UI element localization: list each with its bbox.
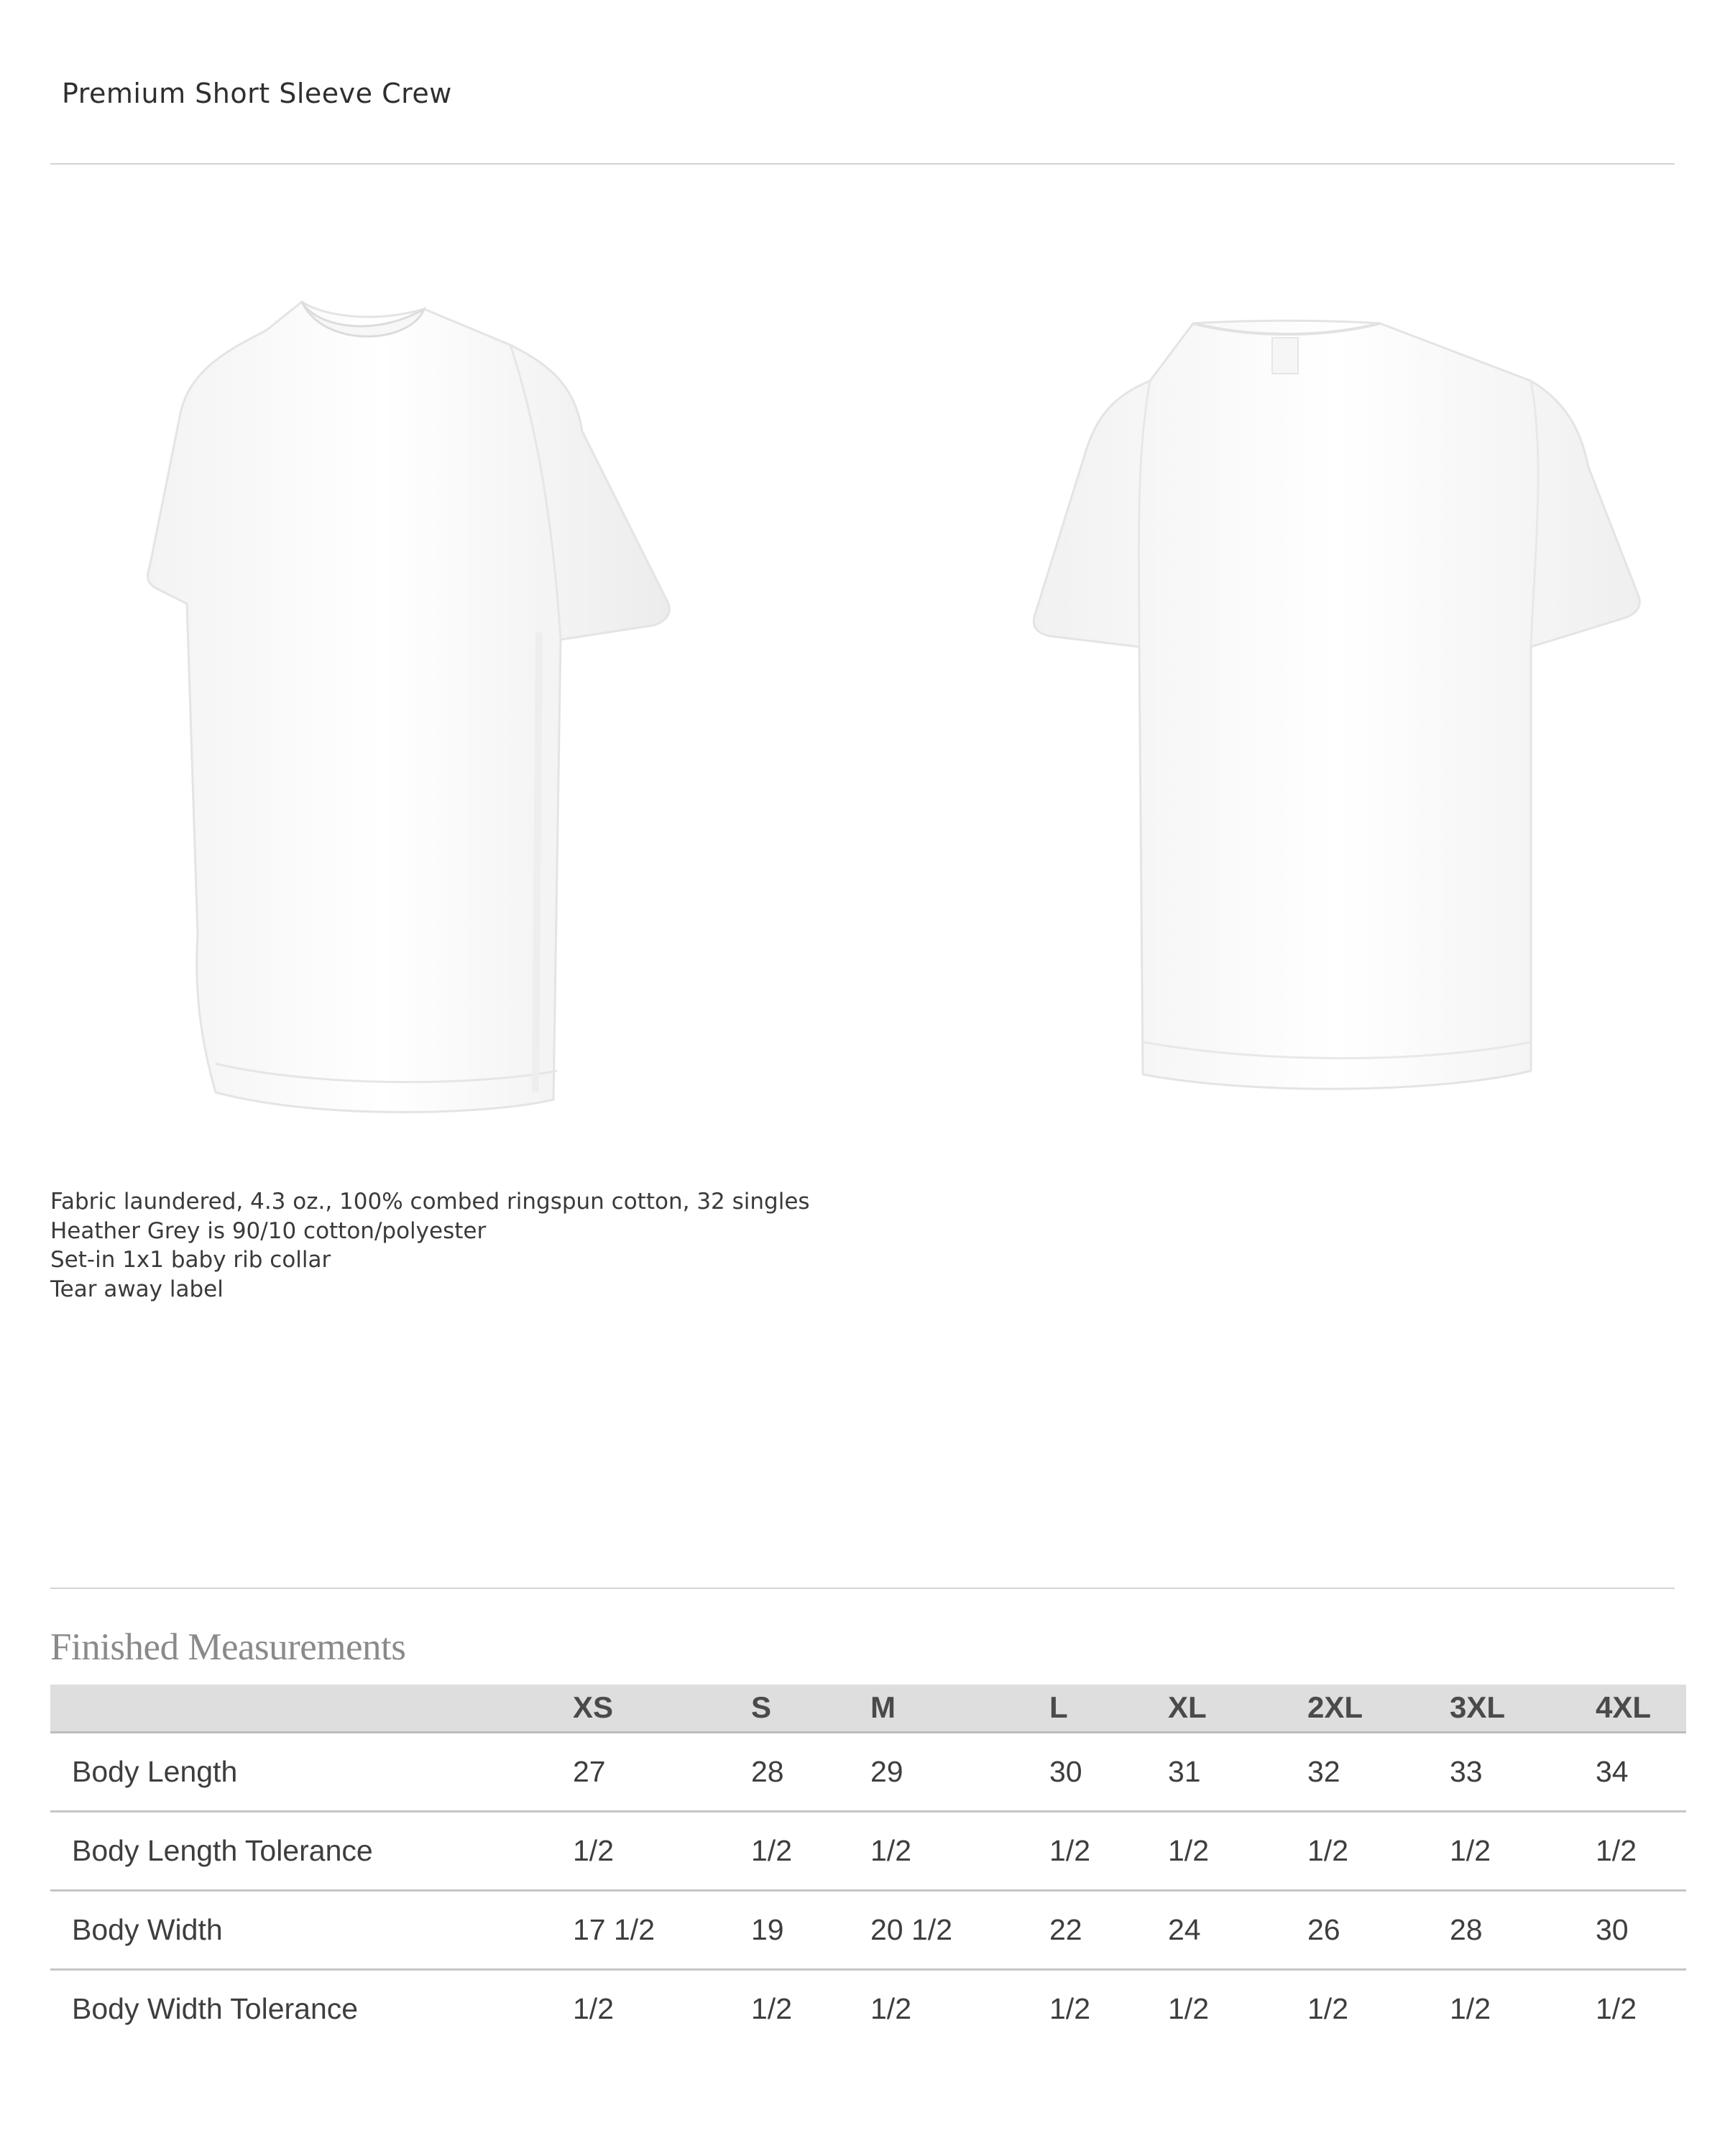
feature-line: Set-in 1x1 baby rib collar bbox=[50, 1247, 331, 1273]
measurement-value: 32 bbox=[1307, 1754, 1340, 1788]
size-header-l: L bbox=[1049, 1690, 1068, 1725]
page-title: Premium Short Sleeve Crew bbox=[62, 78, 452, 109]
size-header-2xl: 2XL bbox=[1307, 1690, 1363, 1725]
measurement-value: 1/2 bbox=[1168, 1833, 1209, 1867]
measurement-value: 17 1/2 bbox=[573, 1912, 655, 1946]
measurement-value: 33 bbox=[1450, 1754, 1483, 1788]
size-header-3xl: 3XL bbox=[1450, 1690, 1506, 1725]
measurement-label: Body Width Tolerance bbox=[72, 1992, 359, 2026]
size-header-row bbox=[50, 1685, 1686, 1732]
measurement-value: 26 bbox=[1307, 1912, 1340, 1946]
section-divider bbox=[50, 1588, 1675, 1589]
size-header-m: M bbox=[870, 1690, 896, 1725]
measurement-value: 1/2 bbox=[1596, 1992, 1637, 2026]
measurement-row bbox=[50, 1890, 1686, 1969]
product-features bbox=[50, 1187, 810, 1304]
measurement-value: 1/2 bbox=[1596, 1833, 1637, 1867]
measurement-value: 1/2 bbox=[1049, 1992, 1090, 2026]
measurement-row bbox=[50, 1969, 1686, 2048]
measurement-value: 1/2 bbox=[1450, 1833, 1491, 1867]
measurement-value: 34 bbox=[1596, 1754, 1629, 1788]
measurements-title: Finished Measurements bbox=[50, 1626, 406, 1668]
measurement-row bbox=[50, 1732, 1686, 1811]
measurement-value: 1/2 bbox=[1450, 1992, 1491, 2026]
measurement-value: 28 bbox=[751, 1754, 784, 1788]
size-header-4xl: 4XL bbox=[1596, 1690, 1652, 1725]
measurement-label: Body Length bbox=[72, 1754, 238, 1788]
measurement-value: 29 bbox=[870, 1754, 903, 1788]
size-header-blank bbox=[50, 1685, 573, 1732]
measurement-value: 20 1/2 bbox=[870, 1912, 952, 1946]
shirt-front-image bbox=[137, 287, 683, 1121]
measurement-value: 31 bbox=[1168, 1754, 1201, 1788]
measurement-row bbox=[50, 1811, 1686, 1890]
header-divider bbox=[50, 163, 1675, 165]
shirt-back-image bbox=[978, 316, 1646, 1092]
measurement-value: 1/2 bbox=[1168, 1992, 1209, 2026]
measurement-value: 22 bbox=[1049, 1912, 1082, 1946]
measurement-value: 1/2 bbox=[751, 1833, 792, 1867]
feature-line: Tear away label bbox=[50, 1276, 224, 1302]
feature-line: Heather Grey is 90/10 cotton/polyester bbox=[50, 1217, 487, 1244]
size-header-s: S bbox=[751, 1690, 772, 1725]
measurement-value: 30 bbox=[1596, 1912, 1629, 1946]
measurement-value: 1/2 bbox=[1307, 1833, 1348, 1867]
measurement-label: Body Width bbox=[72, 1912, 223, 1946]
measurement-value: 1/2 bbox=[870, 1992, 911, 2026]
size-header-xs: XS bbox=[573, 1690, 614, 1725]
measurement-value: 1/2 bbox=[573, 1833, 614, 1867]
measurement-value: 28 bbox=[1450, 1912, 1483, 1946]
measurement-value: 1/2 bbox=[751, 1992, 792, 2026]
measurement-value: 1/2 bbox=[870, 1833, 911, 1867]
measurement-value: 1/2 bbox=[1307, 1992, 1348, 2026]
measurement-value: 30 bbox=[1049, 1754, 1082, 1788]
measurement-value: 27 bbox=[573, 1754, 606, 1788]
size-header-xl: XL bbox=[1168, 1690, 1207, 1725]
feature-line: Fabric laundered, 4.3 oz., 100% combed ringspun cotton, 32 singles bbox=[50, 1189, 810, 1215]
size-chart-body bbox=[50, 1732, 1686, 2048]
size-chart-table bbox=[50, 1685, 1686, 2048]
measurement-value: 19 bbox=[751, 1912, 784, 1946]
measurement-label: Body Length Tolerance bbox=[72, 1833, 373, 1867]
measurement-value: 1/2 bbox=[1049, 1833, 1090, 1867]
measurement-value: 24 bbox=[1168, 1912, 1201, 1946]
measurement-value: 1/2 bbox=[573, 1992, 614, 2026]
